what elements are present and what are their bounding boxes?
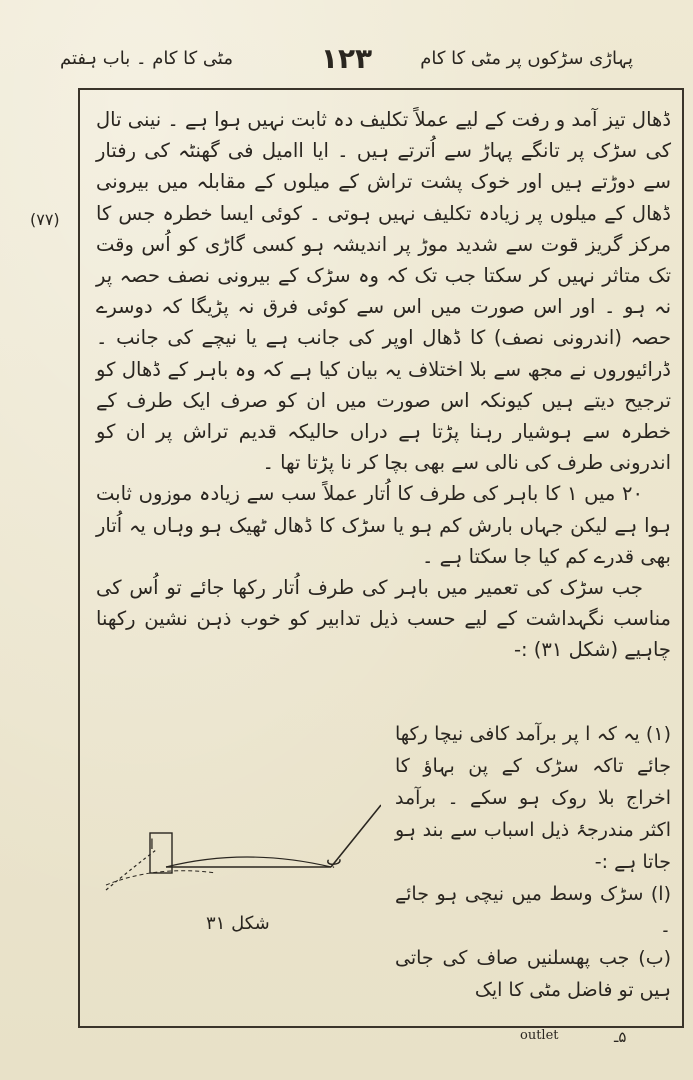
sub-item-a: (ا) سڑک وسط میں نیچی ہو جائے ۔ xyxy=(395,883,671,937)
inner-drain-curve xyxy=(106,850,156,890)
figure-31 xyxy=(96,735,381,965)
main-text xyxy=(96,104,671,666)
margin-note: (۷۷) xyxy=(30,210,60,229)
paragraph-3: جب سڑک کی تعمیر میں باہر کی طرف اُتار رکھا جائے تو اُس کی مناسب نگہداشت کے لیے حسب ذیل تدابیر کو خوب ذہن نشین رکھنا چاہیے (شکل ۳۱) :- xyxy=(96,576,671,662)
figure-caption: شکل ۳۱ xyxy=(206,913,270,934)
road-camber-curve xyxy=(166,857,331,867)
sub-item-b: (ب) جب پھسلنیں صاف کی جاتی ہیں تو فاضل مٹی کا ایک xyxy=(395,947,671,1001)
paragraph-2: ۲۰ میں ۱ کا باہر کی طرف کا اُتار عملاً سب سے زیادہ موزوں ثابت ہوا ہے لیکن جہاں بارش کم ہو یا سڑک کا ڈھال ٹھیک ہو وہاں یہ اُتار بھی قدرے کم کیا جا سکتا ہے ۔ xyxy=(96,482,671,568)
figure-label-a: ا xyxy=(150,837,154,853)
page-number: ۱۲۳ xyxy=(320,42,373,75)
side-text-column xyxy=(395,718,671,1006)
paragraph-1: ڈھال تیز آمد و رفت کے لیے عملاً تکلیف دہ ثابت نہیں ہوا ہے ۔ نینی تال کی سڑک پر تانگے پہاڑ سے اُترتے ہیں ۔ ایا اامیل فی گھنٹہ کی رفتار سے دوڑتے ہیں اور خوک پشت تراش کے میلوں کے مقابلہ میں بیرونی ڈھال کے میلوں پر زیادہ تکلیف نہیں ہوتی ۔ کوئی ایسا خطرہ جس کا مرکز گریز قوت سے شدید موڑ پر اندیشہ ہو کسی گاڑی کو اُس وقت تک متاثر نہیں کر سکتا جب تک کہ وہ سڑک کے بیرونی نصف حصہ پر نہ ہو ۔ اور اس صورت میں اس سے کوئی فرق نہ پڑیگا کہ دوسرے حصہ (اندرونی نصف) کا ڈھال اوپر کی جانب ہے یا نیچے کی جانب ۔ ڈرائیوروں نے مجھ سے بلا اختلاف یہ بیان کیا ہے کہ وہ باہر کے ڈھال کو ترجیح دیتے ہیں کیونکہ اس صورت میں ان کو صرف ایک طرف کے خطرہ سے ہوشیار رہنا پڑتا ہے دراں حالیکہ قدیم تراش پر ان کو اندرونی طرف کی نالی سے بھی بچا کر نا پڑتا تھا ۔ xyxy=(96,108,671,475)
running-head-right: پہاڑی سڑکوں پر مٹی کا کام xyxy=(420,48,633,69)
catchword-outlet: outlet xyxy=(520,1028,559,1043)
item-1: (۱) یہ کہ ا پر برآمد کافی نیچا رکھا جائے تاکہ سڑک کے پن بہاؤ کا اخراج بلا روک ہو سکے ۔ برآمد اکثر مندرجۂ ذیل اسباب سے بند ہو جاتا ہے :- xyxy=(395,723,671,873)
page-header xyxy=(60,42,633,82)
signature-mark: ۵ـ xyxy=(614,1028,627,1046)
page-footer xyxy=(0,1028,693,1052)
figure-label-b: ب xyxy=(326,850,343,870)
running-head-left: مٹی کا کام ۔ باب ہفتم xyxy=(60,48,233,69)
